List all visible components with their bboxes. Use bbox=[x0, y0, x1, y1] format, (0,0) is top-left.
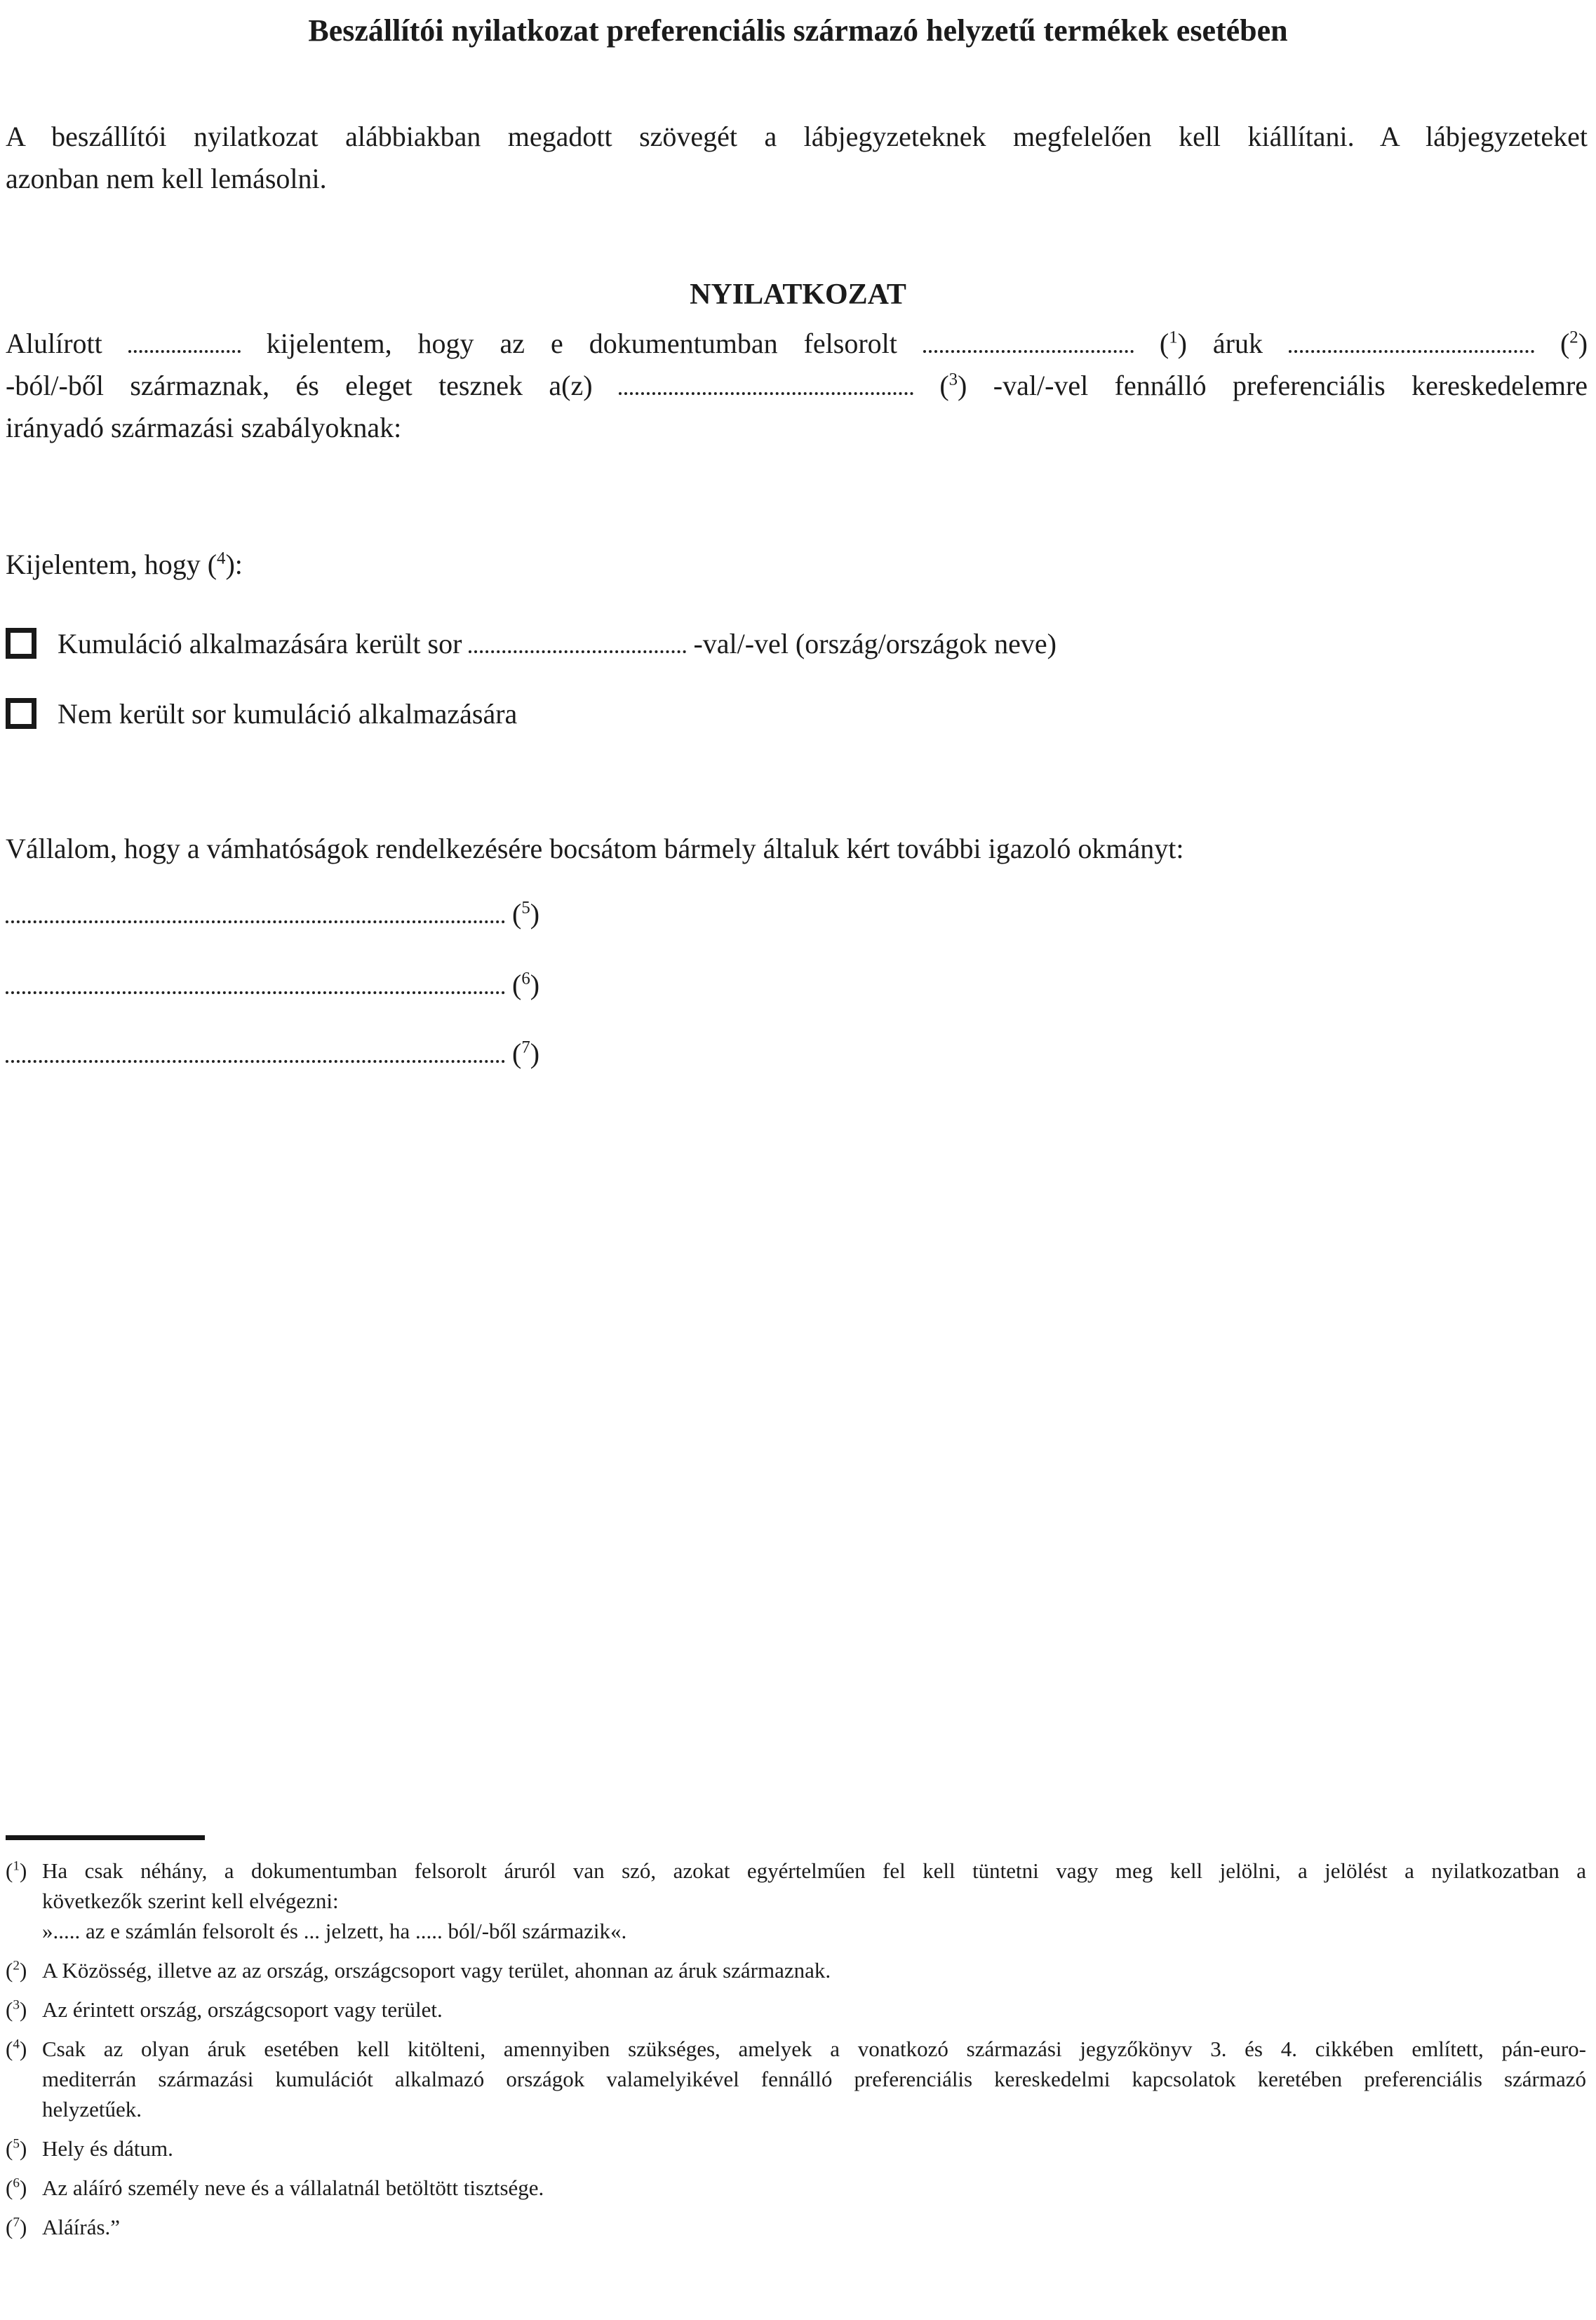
section-heading: NYILATKOZAT bbox=[690, 279, 906, 311]
option-row-cumulation bbox=[6, 623, 1588, 665]
declaration-line-3: irányadó származási szabályoknak: bbox=[6, 412, 402, 443]
footnote-marker-3: ($^3$) bbox=[6, 1997, 27, 2022]
fill-in-line-place-date[interactable] bbox=[6, 899, 505, 923]
footnote-marker-7: ($^7$) bbox=[6, 2215, 27, 2239]
signature-line-place-date bbox=[6, 893, 1588, 935]
footnote-ref-4: ($^4$) bbox=[207, 549, 235, 580]
footnote-separator bbox=[6, 1835, 205, 1840]
footnote-ref-1: ($^1$) bbox=[1159, 328, 1187, 359]
footnote-ref-7: ($^7$) bbox=[512, 1038, 540, 1069]
footnote-line: helyzetűek. bbox=[42, 2097, 142, 2121]
footnote-line: »..... az e számlán felsorolt és ... jelzett, ha ..... ból/-ből származik«. bbox=[42, 1919, 627, 1943]
footnote-marker-4: ($^4$) bbox=[6, 2037, 27, 2061]
footnote-marker-2: ($^2$) bbox=[6, 1958, 27, 1983]
footnote-marker-1: ($^1$) bbox=[6, 1858, 27, 1883]
footnote-7 bbox=[6, 2212, 1586, 2242]
footnotes-section bbox=[6, 1856, 1586, 2251]
footnote-line: mediterrán származási kumulációt alkalmazó országok valamelyikével fennálló preferenciális kereskedelmi kapcsolatok keretében preferenciális származó bbox=[42, 2067, 1586, 2091]
footnote-2 bbox=[6, 1955, 1586, 1985]
declaration-text: áruk bbox=[1212, 328, 1263, 359]
footnote-ref-2: ($^2$) bbox=[1560, 328, 1588, 359]
signature-line-name-position bbox=[6, 964, 1588, 1006]
intro-line-1: A beszállítói nyilatkozat alábbiakban megadott szövegét a lábjegyzeteknek megfelelően kell kiállítani. A lábjegyzeteket bbox=[6, 121, 1588, 152]
declaration-text: -val/-vel fennálló preferenciális kereskedelemre bbox=[993, 370, 1588, 401]
footnote-6 bbox=[6, 2173, 1586, 2203]
page-title: Beszállítói nyilatkozat preferenciális származó helyzetű termékek esetében bbox=[308, 13, 1288, 48]
footnote-3 bbox=[6, 1994, 1586, 2025]
footnote-line: ($^4$) Csak az olyan áruk esetében kell kitölteni, amennyiben szükséges, amelyek a vonatkozó származási jegyzőkönyv 3. és 4. cikkében említett, pán-euro- bbox=[6, 2034, 1586, 2064]
footnote-line: ($^7$) Aláírás.” bbox=[6, 2212, 1586, 2242]
option-label: Nem került sor kumuláció alkalmazására bbox=[58, 698, 518, 730]
footnote-marker-5: ($^5$) bbox=[6, 2136, 27, 2161]
footnote-ref-6: ($^6$) bbox=[512, 969, 540, 1000]
fill-in-line-name-position[interactable] bbox=[6, 970, 505, 994]
intro-paragraph bbox=[6, 116, 1588, 200]
option-label: Kumuláció alkalmazására került sor -val/-vel (ország/országok neve) bbox=[58, 628, 1057, 659]
intro-line-2: azonban nem kell lemásolni. bbox=[6, 163, 327, 194]
footnote-ref-5: ($^5$) bbox=[512, 898, 540, 930]
footnote-line: ($^5$) Hely és dátum. bbox=[6, 2133, 1586, 2164]
fill-in-blank-country[interactable] bbox=[619, 371, 913, 395]
statement-intro: Kijelentem, hogy ($^4$): bbox=[6, 549, 243, 580]
footnote-marker-6: ($^6$) bbox=[6, 2175, 27, 2200]
fill-in-blank-origin[interactable] bbox=[1289, 329, 1534, 353]
declaration-line-2 bbox=[6, 365, 1588, 407]
fill-in-blank-cumulation-country[interactable] bbox=[469, 629, 686, 653]
declaration-paragraph bbox=[6, 323, 1588, 449]
declaration-text: kijelentem, hogy az e dokumentumban felsorolt bbox=[266, 328, 897, 359]
footnote-line: ($^3$) Az érintett ország, országcsoport vagy terület. bbox=[6, 1994, 1586, 2025]
footnote-line: ($^2$) A Közösség, illetve az az ország, országcsoport vagy terület, ahonnan az áruk származnak. bbox=[6, 1955, 1586, 1985]
fill-in-line-signature[interactable] bbox=[6, 1039, 505, 1063]
footnote-5 bbox=[6, 2133, 1586, 2164]
footnote-1 bbox=[6, 1856, 1586, 1946]
footnote-line: ($^1$) Ha csak néhány, a dokumentumban felsorolt áruról van szó, azokat egyértelműen fel kell tüntetni vagy meg kell jelölni, a jelölést a nyilatkozatban a bbox=[6, 1856, 1586, 1886]
fill-in-blank-name[interactable] bbox=[128, 329, 241, 353]
footnote-line: következők szerint kell elvégezni: bbox=[42, 1889, 339, 1913]
checkbox-no-cumulation[interactable] bbox=[6, 698, 36, 729]
fill-in-blank-goods[interactable] bbox=[923, 329, 1134, 353]
checkbox-cumulation-applied[interactable] bbox=[6, 628, 36, 659]
option-row-no-cumulation bbox=[6, 693, 1588, 735]
undertaking-paragraph: Vállalom, hogy a vámhatóságok rendelkezésére bocsátom bármely általuk kért további igazoló okmányt: bbox=[6, 833, 1184, 864]
footnote-line: ($^6$) Az aláíró személy neve és a vállalatnál betöltött tisztsége. bbox=[6, 2173, 1586, 2203]
footnote-ref-3: ($^3$) bbox=[939, 370, 967, 401]
declaration-text: -ból/-ből származnak, és eleget tesznek a(z) bbox=[6, 370, 593, 401]
declaration-text: Alulírott bbox=[6, 328, 102, 359]
footnote-4 bbox=[6, 2034, 1586, 2124]
signature-line-signature bbox=[6, 1033, 1588, 1075]
declaration-line-1 bbox=[6, 323, 1588, 365]
